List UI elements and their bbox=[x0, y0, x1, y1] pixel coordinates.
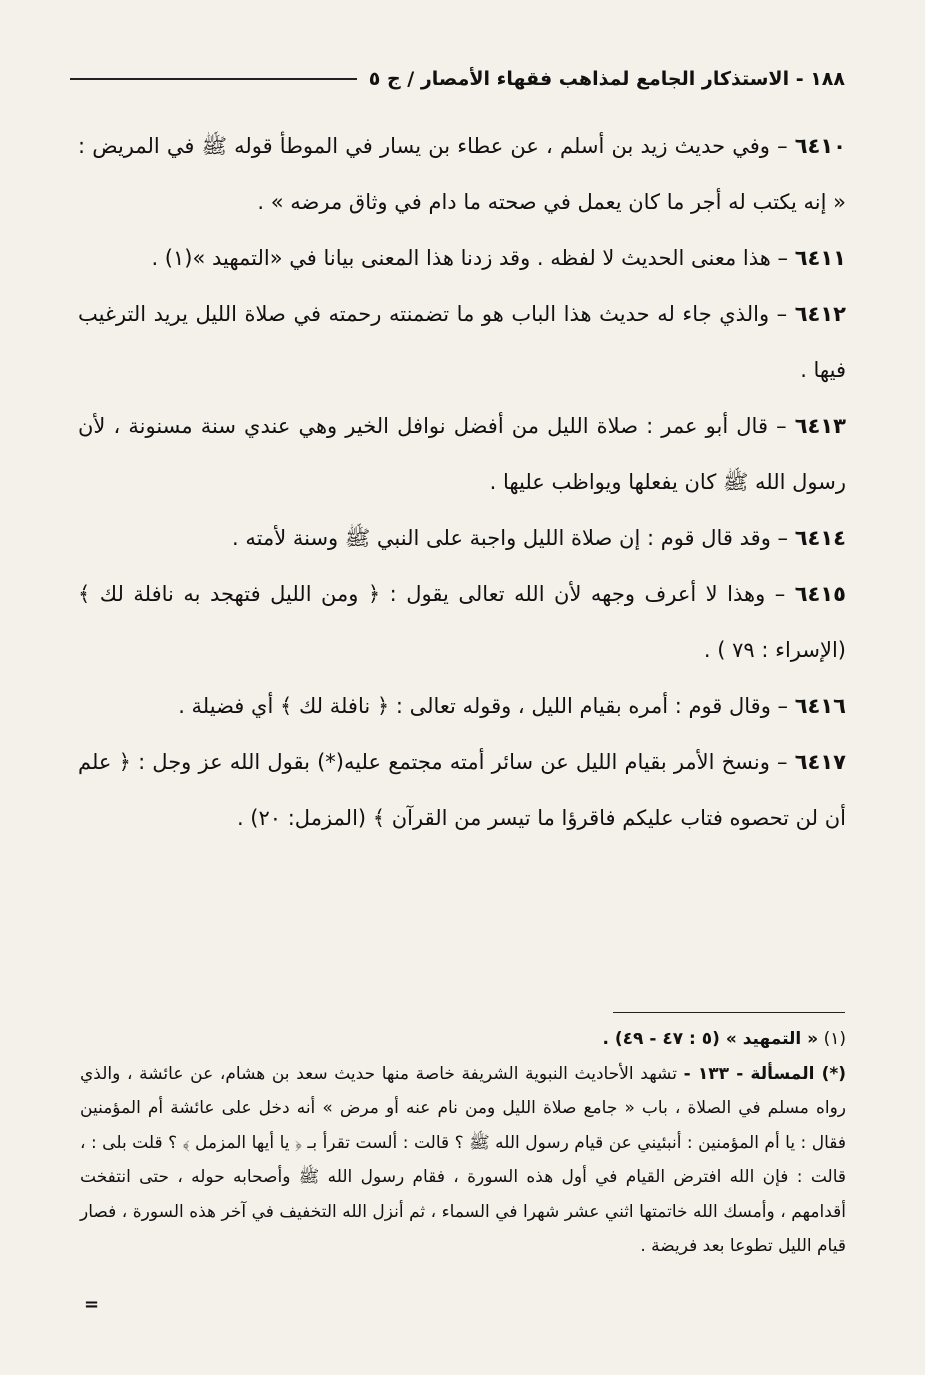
footnote-text: « التمهيد » (٥ : ٤٧ - ٤٩) . bbox=[602, 1029, 819, 1049]
footnote-1 bbox=[80, 1022, 846, 1057]
footnote-asterisk bbox=[80, 1057, 846, 1264]
paragraph-6415: ٦٤١٥ – وهذا لا أعرف وجهه لأن الله تعالى يقول : ﴿ ومن الليل فتهجد به نافلة لك ﴾ (الإسراء : ٧٩ ) . bbox=[78, 582, 847, 662]
paragraph-6411: ٦٤١١ – هذا معنى الحديث لا لفظه . وقد زدنا هذا المعنى بيانا في «التمهيد »(١) . bbox=[151, 246, 846, 270]
page-header bbox=[70, 62, 845, 96]
continuation-mark: = bbox=[84, 1294, 100, 1315]
paragraph-6414: ٦٤١٤ – وقد قال قوم : إن صلاة الليل واجبة على النبي ﷺ وسنة لأمته . bbox=[232, 526, 846, 550]
paragraph-6413: ٦٤١٣ – قال أبو عمر : صلاة الليل من أفضل نوافل الخير وهي عندي سنة مسنونة ، لأن رسول الله ﷺ كان يفعلها ويواظب عليها . bbox=[78, 414, 846, 494]
paragraph-number: ٦٤١٧ bbox=[794, 750, 846, 774]
paragraph-text: وقد قال قوم : إن صلاة الليل واجبة على النبي ﷺ وسنة لأمته . bbox=[232, 526, 771, 550]
paragraph-number: ٦٤١٢ bbox=[794, 302, 847, 326]
main-text bbox=[78, 118, 846, 846]
paragraph-text: هذا معنى الحديث لا لفظه . وقد زدنا هذا المعنى بيانا في «التمهيد »(١) . bbox=[151, 246, 771, 270]
footnotes bbox=[80, 1022, 846, 1264]
footnote-marker: (*) المسألة - ١٣٣ - bbox=[683, 1063, 847, 1084]
paragraph-number: ٦٤١٤ bbox=[794, 526, 846, 550]
paragraph-text: ونسخ الأمر بقيام الليل عن سائر أمته مجتمع عليه(*) بقول الله عز وجل : ﴿ علم أن لن تحصوه فتاب عليكم فاقرؤا ما تيسر من القرآن ﴾ (المزمل: ٢٠) . bbox=[78, 750, 846, 830]
footnote-separator bbox=[613, 1012, 845, 1013]
running-title: ١٨٨ - الاستذكار الجامع لمذاهب فقهاء الأمصار / ج ٥ bbox=[368, 68, 845, 90]
paragraph-text: وهذا لا أعرف وجهه لأن الله تعالى يقول : ﴿ ومن الليل فتهجد به نافلة لك ﴾ (الإسراء : ٧٩ ) . bbox=[78, 582, 846, 662]
paragraph-number: ٦٤١٠ bbox=[794, 134, 846, 158]
paragraph-6417: ٦٤١٧ – ونسخ الأمر بقيام الليل عن سائر أمته مجتمع عليه(*) بقول الله عز وجل : ﴿ علم أن لن تحصوه فتاب عليكم فاقرؤا ما تيسر من القرآن ﴾ (المزمل: ٢٠) . bbox=[78, 750, 846, 830]
paragraph-number: ٦٤١٥ bbox=[794, 582, 847, 606]
paragraph-6412: ٦٤١٢ – والذي جاء له حديث هذا الباب هو ما تضمنته رحمته في صلاة الليل يريد الترغيب فيها . bbox=[78, 302, 847, 382]
footnote-marker: (١) bbox=[823, 1029, 846, 1049]
paragraph-number: ٦٤١٣ bbox=[794, 414, 846, 438]
paragraph-6416: ٦٤١٦ – وقال قوم : أمره بقيام الليل ، وقوله تعالى : ﴿ نافلة لك ﴾ أي فضيلة . bbox=[178, 694, 846, 718]
paragraph-text: قال أبو عمر : صلاة الليل من أفضل نوافل الخير وهي عندي سنة مسنونة ، لأن رسول الله ﷺ كان يفعلها ويواظب عليها . bbox=[78, 414, 846, 494]
paragraph-6410: ٦٤١٠ – وفي حديث زيد بن أسلم ، عن عطاء بن يسار في الموطأ قوله ﷺ في المريض : « إنه يكتب له أجر ما كان يعمل في صحته ما دام في وثاق مرضه » . bbox=[78, 134, 846, 214]
paragraph-text: وفي حديث زيد بن أسلم ، عن عطاء بن يسار في الموطأ قوله ﷺ في المريض : « إنه يكتب له أجر ما كان يعمل في صحته ما دام في وثاق مرضه » . bbox=[78, 134, 846, 214]
header-rule bbox=[70, 78, 357, 80]
footnote-text: تشهد الأحاديث النبوية الشريفة خاصة منها حديث سعد بن هشام، عن عائشة ، والذي رواه مسلم في الصلاة ، باب « جامع صلاة الليل ومن نام عنه أو مرض » أنه دخل على عائشة أم المؤمنين فقال : يا أم المؤمنين : أنبئيني عن قيام رسول الله ﷺ ؟ قالت : ألست تقرأ بـ ﴿ يا أيها المزمل ﴾ ؟ قلت بلى : ، قالت : فإن الله افترض القيام في أول هذه السورة ، فقام رسول الله ﷺ وأصحابه حوله ، حتى انتفخت أقدامهم ، وأمسك الله خاتمتها اثني عشر شهرا في السماء ، ثم أنزل الله التخفيف في آخر هذه السورة ، فصار قيام الليل تطوعا بعد فريضة . bbox=[80, 1063, 846, 1256]
paragraph-number: ٦٤١٦ bbox=[794, 694, 846, 718]
paragraph-text: والذي جاء له حديث هذا الباب هو ما تضمنته رحمته في صلاة الليل يريد الترغيب فيها . bbox=[78, 302, 846, 382]
paragraph-text: وقال قوم : أمره بقيام الليل ، وقوله تعالى : ﴿ نافلة لك ﴾ أي فضيلة . bbox=[178, 694, 771, 718]
paragraph-number: ٦٤١١ bbox=[794, 246, 846, 270]
